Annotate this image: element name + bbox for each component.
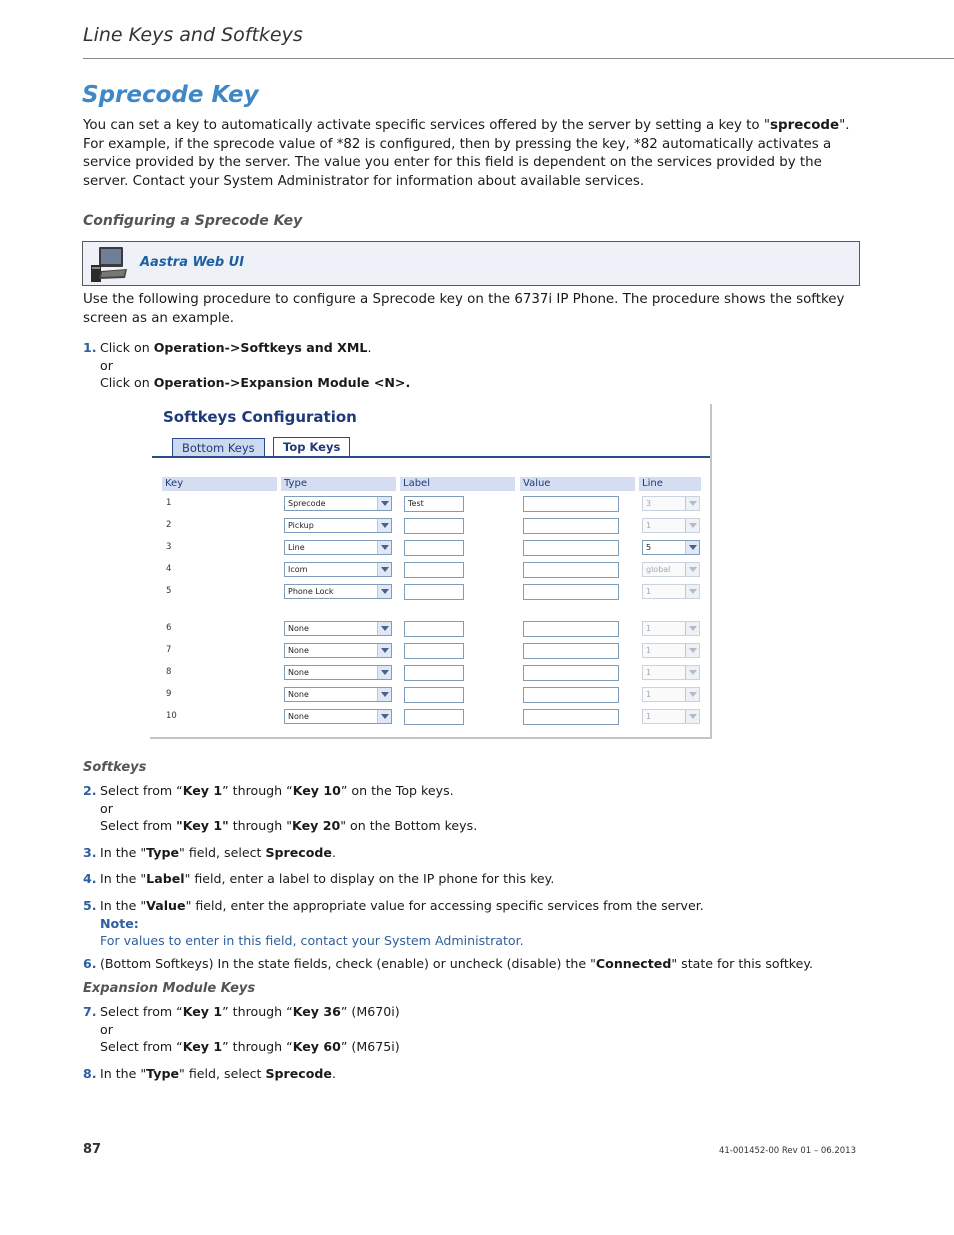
- type-select-value: Icom: [288, 565, 308, 574]
- chevron-down-icon: [377, 622, 391, 635]
- web-ui-banner: [82, 241, 860, 286]
- option-name: Sprecode: [265, 1066, 332, 1081]
- type-select[interactable]: [284, 643, 392, 658]
- type-select[interactable]: [284, 518, 392, 533]
- value-input[interactable]: [523, 621, 619, 637]
- chevron-down-icon: [377, 563, 391, 576]
- or-text: or: [100, 357, 113, 373]
- configuring-heading: Configuring a Sprecode Key: [83, 213, 303, 229]
- step-text: .: [367, 340, 372, 355]
- step-text: through ": [228, 818, 293, 833]
- type-select[interactable]: [284, 621, 392, 636]
- intro-paragraph: [83, 117, 858, 191]
- type-select[interactable]: [284, 584, 392, 599]
- step-5: [83, 897, 863, 950]
- chevron-down-icon: [377, 688, 391, 701]
- step-text: " state for this softkey.: [671, 956, 814, 971]
- key-name: Key 10: [292, 783, 341, 798]
- type-select[interactable]: [284, 540, 392, 555]
- step-text: In the ": [100, 898, 147, 913]
- step-number: 8.: [83, 1066, 97, 1081]
- step-text: In the ": [100, 871, 147, 886]
- step-number: 6.: [83, 956, 97, 971]
- procedure-intro: Use the following procedure to configure a Sprecode key on the 6737i IP Phone. The procedure shows the softkey screen as an example.: [83, 292, 845, 326]
- line-select: [642, 709, 700, 724]
- computer-icon: [89, 245, 129, 283]
- step-4: [83, 870, 863, 888]
- page-title: Sprecode Key: [82, 82, 259, 108]
- web-ui-label: Aastra Web UI: [140, 255, 245, 270]
- key-name: Key 60: [292, 1039, 341, 1054]
- chevron-down-icon: [685, 644, 699, 657]
- line-select: [642, 496, 700, 511]
- label-input[interactable]: Test: [404, 496, 464, 512]
- chevron-down-icon: [377, 497, 391, 510]
- or-text: or: [100, 800, 113, 816]
- type-select[interactable]: [284, 496, 392, 511]
- key-number: 10: [166, 711, 177, 721]
- intro-keyword: sprecode: [770, 118, 840, 133]
- step-6: [83, 955, 863, 973]
- field-name: Label: [146, 871, 185, 886]
- option-name: Sprecode: [265, 845, 332, 860]
- label-input[interactable]: [404, 562, 464, 578]
- line-select-value: 1: [646, 690, 652, 699]
- section-header: Line Keys and Softkeys: [83, 24, 303, 46]
- field-name: Value: [146, 898, 186, 913]
- step-2: [83, 782, 863, 835]
- column-header-type: Type: [281, 477, 396, 491]
- line-select: [642, 621, 700, 636]
- step-text: .: [331, 845, 336, 860]
- chevron-down-icon: [685, 519, 699, 532]
- value-input[interactable]: [523, 665, 619, 681]
- step-text: Select from “: [100, 1004, 183, 1019]
- line-select-value: 3: [646, 499, 652, 508]
- chevron-down-icon: [685, 710, 699, 723]
- step-text: " field, select: [179, 845, 266, 860]
- intro-text-1: You can set a key to automatically activate specific services offered by the server by setting a key to ": [83, 118, 771, 133]
- line-select: [642, 643, 700, 658]
- key-number: 1: [166, 498, 172, 508]
- step-number: 4.: [83, 871, 97, 886]
- step-text: ” (M670i): [340, 1004, 400, 1019]
- step-text: In the ": [100, 1066, 147, 1081]
- tab-top-keys[interactable]: Top Keys: [273, 437, 350, 458]
- field-name: Type: [146, 1066, 180, 1081]
- softkeys-configuration-screenshot: [150, 404, 712, 739]
- field-name: Type: [146, 845, 180, 860]
- chevron-down-icon: [377, 585, 391, 598]
- value-input[interactable]: [523, 540, 619, 556]
- line-select-value: 1: [646, 712, 652, 721]
- expansion-heading: Expansion Module Keys: [83, 981, 256, 996]
- step-number: 3.: [83, 845, 97, 860]
- step-3: [83, 844, 863, 862]
- note-text: For values to enter in this field, contact your System Administrator.: [100, 933, 524, 948]
- or-text: or: [100, 1021, 113, 1037]
- step-text: " on the Bottom keys.: [340, 818, 478, 833]
- key-number: 4: [166, 564, 172, 574]
- chevron-down-icon: [685, 585, 699, 598]
- line-select: [642, 584, 700, 599]
- softkeys-caption: Softkeys: [83, 760, 147, 775]
- key-number: 2: [166, 520, 172, 530]
- line-select[interactable]: [642, 540, 700, 555]
- step-number: 2.: [83, 783, 97, 798]
- value-input[interactable]: [523, 496, 619, 512]
- key-name: "Key 1": [176, 818, 229, 833]
- step-1: [83, 339, 863, 392]
- step-text: Select from: [100, 818, 177, 833]
- type-select[interactable]: [284, 709, 392, 724]
- chevron-down-icon: [377, 644, 391, 657]
- step-text: ” through “: [222, 783, 293, 798]
- step-text: Click on: [100, 340, 154, 355]
- state-name: Connected: [595, 956, 672, 971]
- type-select-value: Line: [288, 543, 305, 552]
- label-input[interactable]: [404, 665, 464, 681]
- type-select-value: Pickup: [288, 521, 314, 530]
- step-text: " field, enter a label to display on the IP phone for this key.: [184, 871, 555, 886]
- line-select-value: 1: [646, 587, 652, 596]
- label-input[interactable]: [404, 518, 464, 534]
- step-text: " field, enter the appropriate value for accessing specific services from the server.: [185, 898, 704, 913]
- line-select: [642, 562, 700, 577]
- step-number: 7.: [83, 1004, 97, 1019]
- type-select-value: None: [288, 624, 309, 633]
- type-select-value: None: [288, 646, 309, 655]
- type-select[interactable]: [284, 687, 392, 702]
- label-input[interactable]: [404, 584, 464, 600]
- column-header-key: Key: [162, 477, 277, 491]
- screenshot-title: Softkeys Configuration: [163, 408, 357, 426]
- column-header-line: Line: [639, 477, 701, 491]
- key-name: Key 1: [182, 1039, 223, 1054]
- line-select-value: 1: [646, 646, 652, 655]
- column-header-label: Label: [400, 477, 515, 491]
- step-text: Select from “: [100, 783, 183, 798]
- step-text: ” through “: [222, 1004, 293, 1019]
- key-name: Key 20: [292, 818, 341, 833]
- chevron-down-icon: [685, 563, 699, 576]
- value-input[interactable]: [523, 643, 619, 659]
- step-text: In the ": [100, 845, 147, 860]
- key-number: 3: [166, 542, 172, 552]
- step-text: " field, select: [179, 1066, 266, 1081]
- label-input[interactable]: [404, 709, 464, 725]
- line-select-value: 5: [646, 543, 652, 552]
- chevron-down-icon: [377, 710, 391, 723]
- step-text: ” through “: [222, 1039, 293, 1054]
- key-number: 8: [166, 667, 172, 677]
- tab-bottom-keys[interactable]: Bottom Keys: [172, 438, 265, 457]
- label-input[interactable]: [404, 643, 464, 659]
- tab-divider: [152, 456, 710, 458]
- type-select-value: None: [288, 690, 309, 699]
- type-select[interactable]: [284, 562, 392, 577]
- line-select: [642, 687, 700, 702]
- note-label: Note:: [100, 915, 139, 931]
- step-text: .: [331, 1066, 336, 1081]
- key-name: Key 1: [182, 783, 223, 798]
- value-input[interactable]: [523, 709, 619, 725]
- step-text: Select from “: [100, 1039, 183, 1054]
- chevron-down-icon: [377, 519, 391, 532]
- key-number: 7: [166, 645, 172, 655]
- step-number: 1.: [83, 340, 97, 355]
- key-number: 9: [166, 689, 172, 699]
- type-select-value: Phone Lock: [288, 587, 334, 596]
- intro-text-2: ". For example, if the sprecode value of *82 is configured, then by pressing the key, *82 automatically activates a service provided by the server. The value you enter for this field is dependent on the services provided by the server. Contact your System Administrator for information about available services.: [83, 118, 850, 189]
- line-select-value: 1: [646, 624, 652, 633]
- line-select: [642, 665, 700, 680]
- step-7: [83, 1003, 863, 1056]
- key-number: 6: [166, 623, 172, 633]
- step-text: (Bottom Softkeys) In the state fields, check (enable) or uncheck (disable) the ": [100, 956, 596, 971]
- type-select-value: None: [288, 668, 309, 677]
- chevron-down-icon: [685, 541, 699, 554]
- type-select-value: None: [288, 712, 309, 721]
- chevron-down-icon: [685, 688, 699, 701]
- value-input[interactable]: [523, 562, 619, 578]
- column-header-value: Value: [520, 477, 635, 491]
- menu-path: Operation->Softkeys and XML: [153, 340, 368, 355]
- value-input[interactable]: [523, 518, 619, 534]
- chevron-down-icon: [685, 622, 699, 635]
- header-divider: [83, 58, 954, 59]
- step-text: Click on: [100, 375, 154, 390]
- key-name: Key 36: [292, 1004, 341, 1019]
- menu-path: Operation->Expansion Module <N>.: [153, 375, 411, 390]
- key-number: 5: [166, 586, 172, 596]
- document-id: 41-001452-00 Rev 01 – 06.2013: [718, 1146, 856, 1156]
- line-select: [642, 518, 700, 533]
- type-select-value: Sprecode: [288, 499, 326, 508]
- value-input[interactable]: [523, 584, 619, 600]
- page-number: 87: [83, 1142, 102, 1157]
- step-number: 5.: [83, 898, 97, 913]
- label-input[interactable]: [404, 687, 464, 703]
- chevron-down-icon: [685, 497, 699, 510]
- line-select-value: 1: [646, 521, 652, 530]
- line-select-value: global: [646, 565, 671, 574]
- type-select[interactable]: [284, 665, 392, 680]
- key-name: Key 1: [182, 1004, 223, 1019]
- value-input[interactable]: [523, 687, 619, 703]
- chevron-down-icon: [685, 666, 699, 679]
- line-select-value: 1: [646, 668, 652, 677]
- step-8: [83, 1065, 863, 1083]
- step-text: ” (M675i): [340, 1039, 400, 1054]
- chevron-down-icon: [377, 666, 391, 679]
- step-text: ” on the Top keys.: [340, 783, 454, 798]
- chevron-down-icon: [377, 541, 391, 554]
- label-input[interactable]: [404, 540, 464, 556]
- label-input[interactable]: [404, 621, 464, 637]
